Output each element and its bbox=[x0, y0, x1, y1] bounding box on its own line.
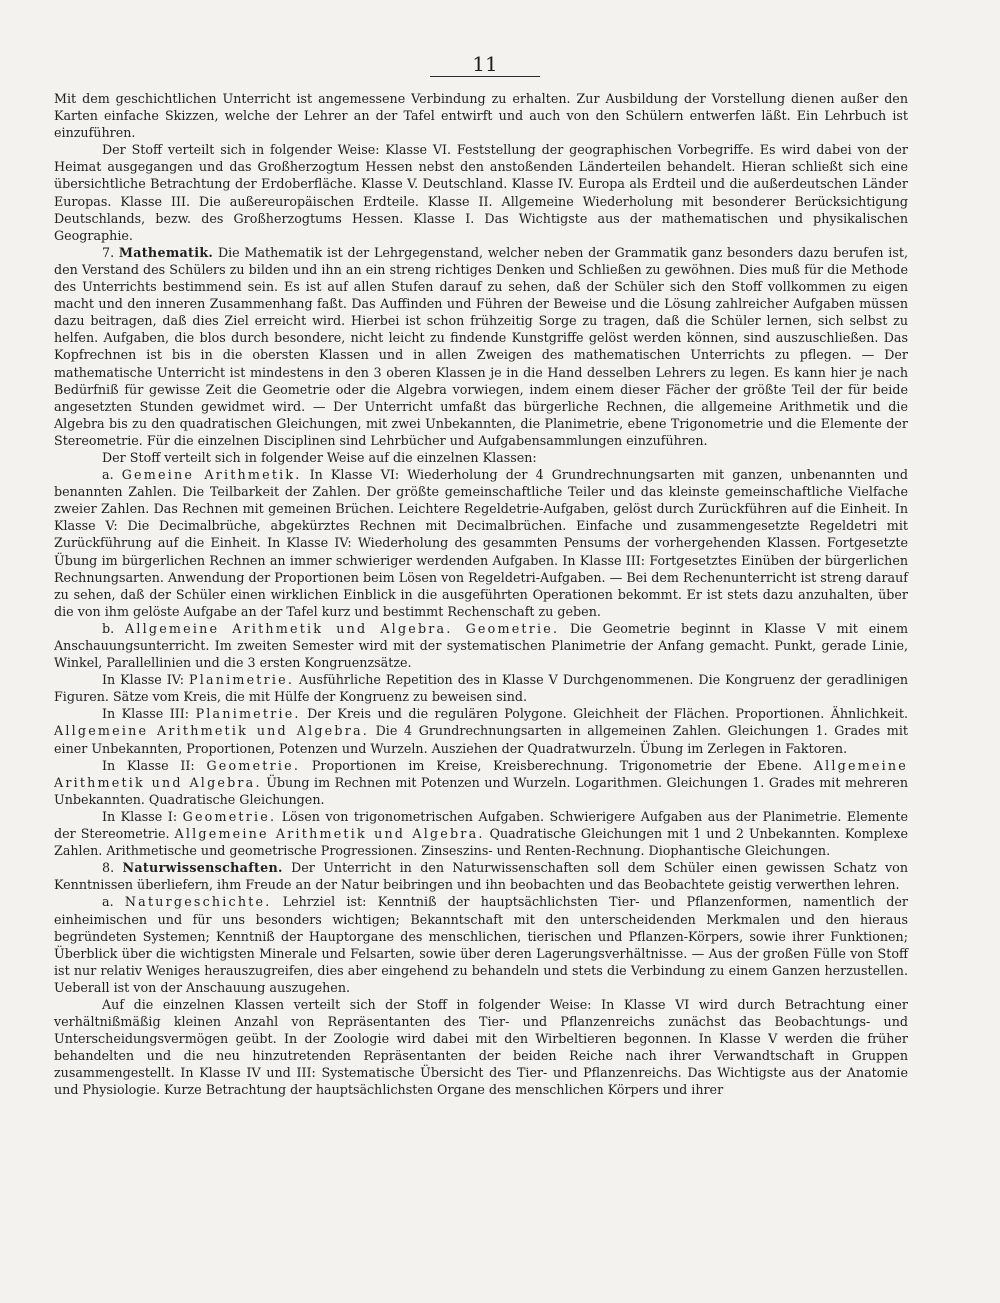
text-run: Der Unterricht in den Naturwissenschaften soll dem Schüler einen gewissen Schatz von Kenntnissen überliefern, ihm Freude an der Natur beibringen und ihn beobachten und das Beobachtete geistig verwerthen lehren. bbox=[54, 860, 908, 893]
spaced-emphasis: Allgemeine Arithmetik und Algebra. bbox=[54, 757, 908, 790]
spaced-emphasis: Geometrie. bbox=[206, 757, 301, 773]
text-run: a. bbox=[102, 467, 122, 483]
text-run: Quadratische Gleichungen mit 1 und 2 Unbekannten. Komplexe Zahlen. Arithmetische und geometrische Progressionen. Zinseszins- und Renten-Rechnung. Diophantische Gleichungen. bbox=[54, 826, 909, 859]
spaced-emphasis: Naturgeschichte. bbox=[124, 894, 272, 910]
text-run: b. bbox=[102, 620, 125, 636]
spaced-emphasis: Planimetrie. bbox=[195, 706, 301, 722]
text-run: Die 4 Grundrechnungsarten in allgemeinen Zahlen. Gleichungen 1. Grades mit einer Unbekannten, Proportionen, Potenzen und Wurzeln. Ausziehen der Quadratwurzeln. Übung im Zerlegen in Faktoren. bbox=[54, 723, 908, 756]
text-run: 8. bbox=[102, 860, 123, 876]
paragraph bbox=[54, 996, 908, 1099]
text-run: In Klasse II: bbox=[102, 757, 207, 773]
paragraph bbox=[54, 757, 908, 808]
spaced-emphasis: Gemeine Arithmetik. bbox=[121, 467, 302, 483]
spaced-emphasis: Planimetrie. bbox=[188, 672, 295, 688]
text-run: In Klasse VI: Wiederholung der 4 Grundrechnungsarten mit ganzen, unbenannten und benannten Zahlen. Die Teilbarkeit der Zahlen. Der größte gemeinschaftliche Teiler und das kleinste gemeinschaftliche Vielfache zweier Zahlen. Das Rechnen mit gemeinen Brüchen. Leichtere Regeldetrie-Aufgaben, gelöst durch Zurückführen auf die Einheit. In Klasse V: Die Decimalbrüche, abgekürztes Rechnen mit Decimalbrüchen. Einfache und zusammengesetzte Regeldetri mit Zurückführung auf die Einheit. In Klasse IV: Wiederholung des gesammten Pensums der vorhergehenden Klassen. Fortgesetzte Übung im bürgerlichen Rechnen an immer schwieriger werdenden Aufgaben. In Klasse III: Fortgesetztes Einüben der bürgerlichen Rechnungsarten. Anwendung der Proportionen beim Lösen von Regeldetri-Aufgaben. — Bei dem Rechenunterricht ist streng darauf zu sehen, daß der Schüler einen wirklichen Einblick in die ausgeführten Operationen bekommt. Er ist stets dazu anzuhalten, über die von ihm gelöste Aufgabe an der Tafel kurz und bestimmt Rechenschaft zu geben. bbox=[54, 467, 908, 619]
text-run: Der Kreis und die regulären Polygone. Gleichheit der Flächen. Proportionen. Ähnlichkeit. bbox=[300, 706, 909, 722]
text-run: Proportionen im Kreise, Kreisberechnung. Trigonometrie der Ebene. bbox=[300, 757, 814, 773]
paragraph bbox=[54, 90, 908, 141]
spaced-emphasis: Allgemeine Arithmetik und Algebra. Geometrie. bbox=[125, 620, 560, 636]
body-text bbox=[54, 90, 908, 1099]
paragraph bbox=[54, 671, 908, 705]
paragraph bbox=[54, 466, 908, 620]
spaced-emphasis: Allgemeine Arithmetik und Algebra. bbox=[174, 826, 485, 842]
text-run: Lösen von trigonometrischen Aufgaben. Schwierigere Aufgaben aus der Planimetrie. Elemente der Stereometrie. bbox=[54, 808, 909, 842]
text-run: a. bbox=[102, 894, 125, 910]
paragraph bbox=[54, 859, 908, 893]
text-run: Der Stoff verteilt sich in folgender Weise: Klasse VI. Feststellung der geographischen Vorbegriffe. Es wird dabei von der Heimat ausgegangen und das Großherzogtum Hessen nebst den anstoßenden Länderteilen behandelt. Hieran schließt sich eine übersichtliche Betrachtung der Erdoberfläche. Klasse V. Deutschland. Klasse IV. Europa als Erdteil und die außerdeutschen Länder Europas. Klasse III. Die außereuropäischen Erdteile. Klasse II. Allgemeine Wiederholung mit besonderer Berücksichtigung Deutschlands, bezw. des Großherzogtums Hessen. Klasse I. Das Wichtigste aus der mathematischen und physikalischen Geographie. bbox=[54, 142, 908, 243]
paragraph bbox=[54, 808, 908, 859]
paragraph bbox=[54, 449, 908, 466]
section-heading: Mathematik. bbox=[118, 244, 214, 260]
text-run: Die Geometrie beginnt in Klasse V mit einem Anschauungsunterricht. Im zweiten Semester wird mit der systematischen Planimetrie der Anfang gemacht. Punkt, gerade Linie, Winkel, Parallellinien und die 3 ersten Kongruenzsätze. bbox=[54, 620, 908, 671]
paragraph bbox=[54, 893, 908, 996]
text-run: Auf die einzelnen Klassen verteilt sich der Stoff in folgender Weise: In Klasse VI wird durch Betrachtung einer verhältnißmäßig kleinen Anzahl von Repräsentanten des Tier- und Pflanzenreichs zunächst das Beobachtungs- und Unterscheidungsvermögen geübt. In der Zoologie wird dabei mit den Wirbeltieren begonnen. In Klasse V werden die früher behandelten und die neu hinzutretenden Repräsentanten der beiden Reiche nach ihrer Verwandtschaft in Gruppen zusammengestellt. In Klasse IV und III: Systematische Übersicht des Tier- und Pflanzenreichs. Das Wichtigste aus der Anatomie und Physiologie. Kurze Betrachtung der hauptsächlichsten Organe des menschlichen Körpers und ihrer bbox=[54, 996, 908, 1098]
text-run: Der Stoff verteilt sich in folgender Weise auf die einzelnen Klassen: bbox=[102, 449, 537, 465]
paragraph bbox=[54, 141, 908, 244]
paragraph bbox=[54, 705, 908, 756]
paragraph bbox=[54, 244, 908, 449]
text-run: Übung im Rechnen mit Potenzen und Wurzeln. Logarithmen. Gleichungen 1. Grades mit mehreren Unbekannten. Quadratische Gleichungen. bbox=[54, 774, 908, 807]
text-run: In Klasse IV: bbox=[102, 672, 189, 688]
text-run: 7. bbox=[102, 244, 119, 260]
text-run: In Klasse I: bbox=[102, 808, 183, 824]
text-run: Die Mathematik ist der Lehrgegenstand, welcher neben der Grammatik ganz besonders dazu berufen ist, den Verstand des Schülers zu bilden und ihn an ein streng richtiges Denken und Schließen zu gewöhnen. Dies muß für die Methode des Unterrichts bestimmend sein. Es ist auf allen Stufen darauf zu sehen, daß der Schüler sich den Stoff vollkommen zu eigen macht und den inneren Zusammenhang faßt. Das Auffinden und Führen der Beweise und die Lösung zahlreicher Aufgaben müssen dazu beitragen, daß dies Ziel erreicht wird. Hierbei ist schon frühzeitig Sorge zu tragen, daß die Schüler lernen, sich selbst zu helfen. Aufgaben, die blos durch besondere, nicht leicht zu findende Kunstgriffe gelöst werden können, sind auszuschließen. Das Kopfrechnen ist bis in die obersten Klassen und in allen Zweigen des mathematischen Unterrichts zu pflegen. — Der mathematische Unterricht ist mindestens in den 3 oberen Klassen je in die Hand desselben Lehrers zu legen. Es kann hier je nach Bedürfniß für gewisse Zeit die Geometrie oder die Algebra vorwiegen, indem einem dieser Fächer der größte Teil der für beide angesetzten Stunden gewidmet wird. — Der Unterricht umfaßt das bürgerliche Rechnen, die allgemeine Arithmetik und die Algebra bis zu den quadratischen Gleichungen, mit zwei Unbekannten, die Planimetrie, ebene Trigonometrie und die Elemente der Stereometrie. Für die einzelnen Disciplinen sind Lehrbücher und Aufgabensammlungen einzuführen. bbox=[54, 244, 908, 448]
text-run: Mit dem geschichtlichen Unterricht ist angemessene Verbindung zu erhalten. Zur Ausbildung der Vorstellung dienen außer den Karten einfache Skizzen, welche der Lehrer an der Tafel entwirft und auch von den Schülern entwerfen läßt. Ein Lehrbuch ist einzuführen. bbox=[54, 91, 908, 141]
section-heading: Naturwissenschaften. bbox=[122, 860, 283, 876]
spaced-emphasis: Geometrie. bbox=[182, 808, 277, 824]
page-number: 11 bbox=[472, 52, 498, 76]
text-run: In Klasse III: bbox=[102, 706, 196, 722]
header-rule bbox=[430, 76, 540, 77]
text-run: Lehrziel ist: Kenntniß der hauptsächlichsten Tier- und Pflanzenformen, namentlich der einheimischen und für uns besonders wichtigen; Bekanntschaft mit den unterscheidenden Merkmalen und den hieraus begründeten Systemen; Kenntniß der Hauptorgane des menschlichen, tierischen und Pflanzen-Körpers, sowie ihrer Funktionen; Überblick über die wichtigsten Minerale und Felsarten, sowie über deren Lagerungsverhältnisse. — Aus der großen Fülle von Stoff ist nur relativ Weniges herauszugreifen, dies aber eingehend zu behandeln und stets die Verbindung zu einem Ganzen herzustellen. Ueberall ist von der Anschauung auszugehen. bbox=[54, 894, 908, 995]
spaced-emphasis: Allgemeine Arithmetik und Algebra. bbox=[54, 723, 369, 739]
paragraph bbox=[54, 620, 908, 671]
text-run: Ausführliche Repetition des in Klasse V Durchgenommenen. Die Kongruenz der geradlinigen Figuren. Sätze vom Kreis, die mit Hülfe der Kongruenz zu beweisen sind. bbox=[54, 672, 908, 705]
